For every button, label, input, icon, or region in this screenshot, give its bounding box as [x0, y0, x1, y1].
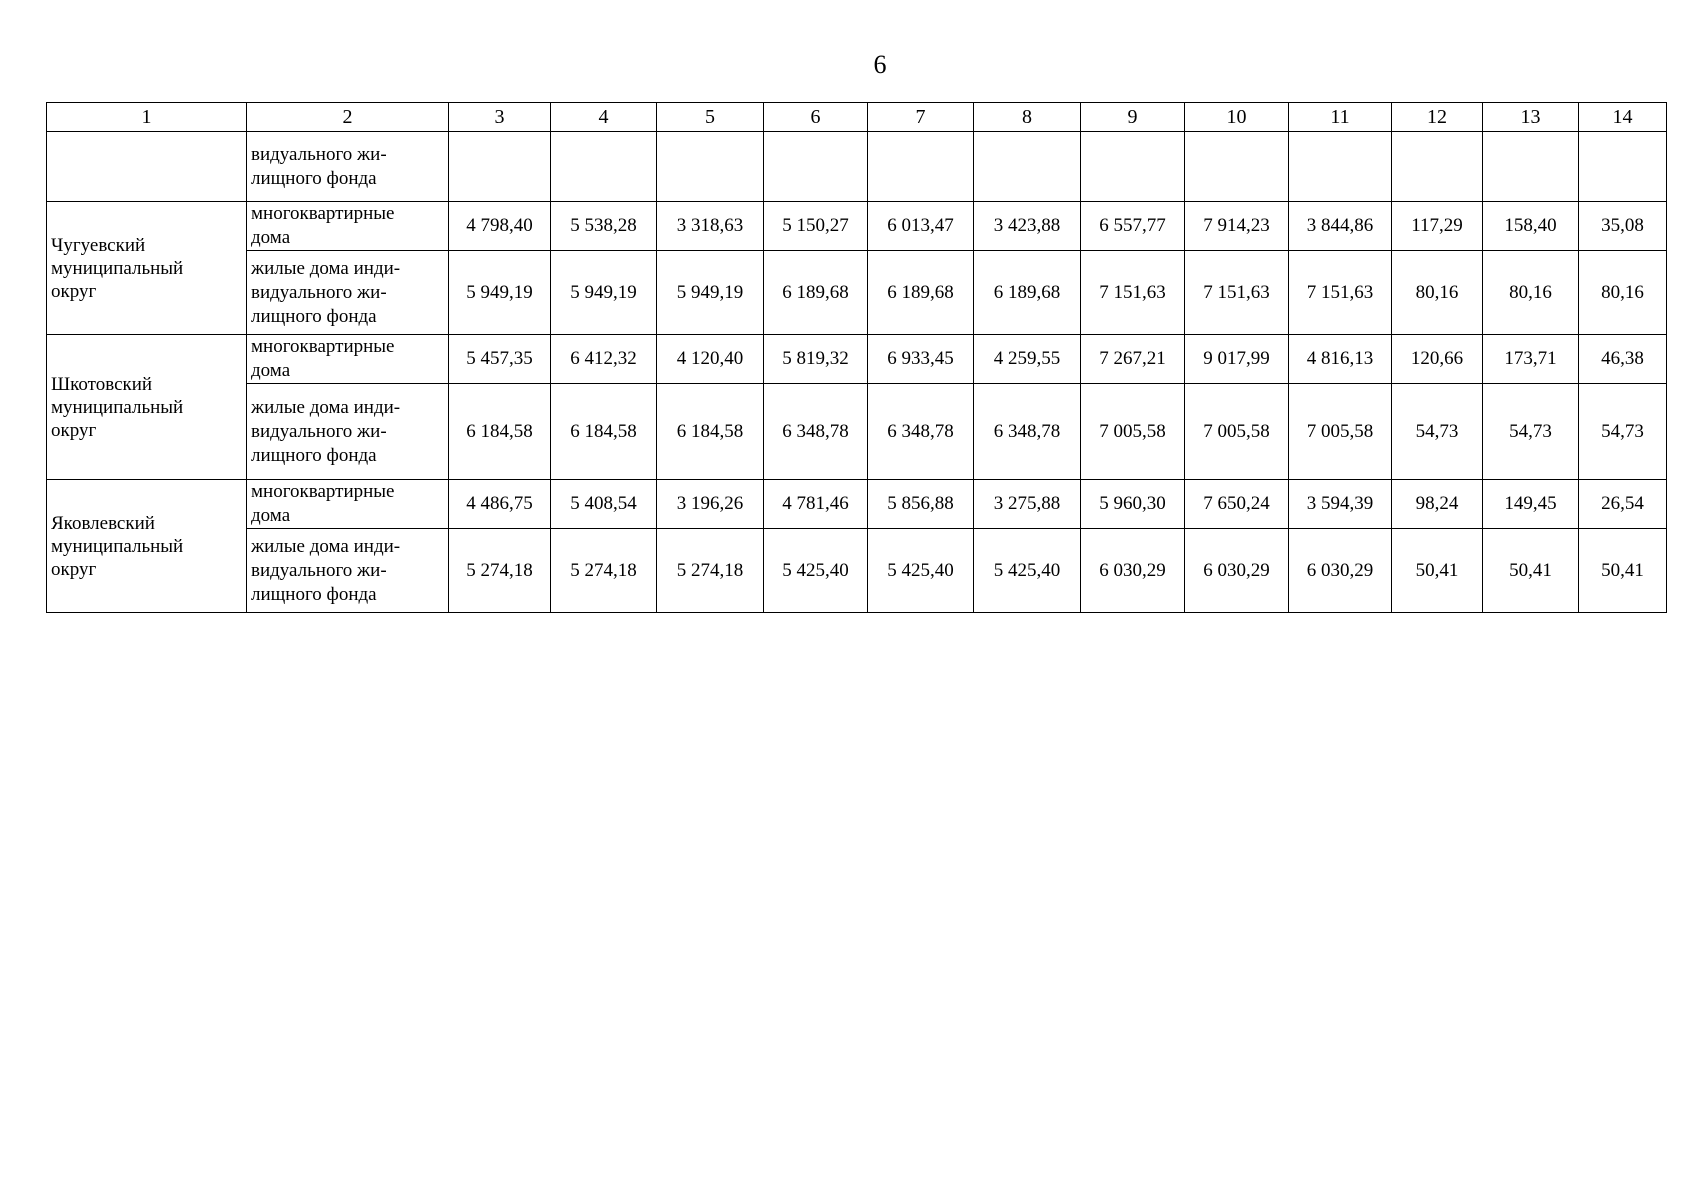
value-cell: [1081, 132, 1185, 202]
value-cell: 5 949,19: [449, 251, 551, 335]
district-name: Чугуевский муниципальный округ: [47, 202, 247, 335]
value-cell: 4 781,46: [764, 480, 868, 529]
value-cell: 6 348,78: [764, 384, 868, 480]
value-cell: [1289, 132, 1392, 202]
value-cell: 80,16: [1392, 251, 1483, 335]
housing-type-cell: жилые дома инди- видуального жи- лищного фонда: [247, 384, 449, 480]
value-cell: 5 150,27: [764, 202, 868, 251]
column-header: 3: [449, 103, 551, 132]
value-cell: 7 914,23: [1185, 202, 1289, 251]
value-cell: 9 017,99: [1185, 335, 1289, 384]
value-cell: 50,41: [1483, 529, 1579, 613]
table-row: [47, 335, 1667, 384]
housing-type-cell: многоквартирные дома: [247, 202, 449, 251]
value-cell: 6 184,58: [551, 384, 657, 480]
column-header: 7: [868, 103, 974, 132]
value-cell: 158,40: [1483, 202, 1579, 251]
value-cell: 46,38: [1579, 335, 1667, 384]
value-cell: 4 486,75: [449, 480, 551, 529]
value-cell: 4 798,40: [449, 202, 551, 251]
value-cell: 6 184,58: [449, 384, 551, 480]
value-cell: 5 425,40: [868, 529, 974, 613]
housing-type-cell: видуального жи- лищного фонда: [247, 132, 449, 202]
value-cell: 54,73: [1579, 384, 1667, 480]
column-number-row: [47, 103, 1667, 132]
table-row: [47, 202, 1667, 251]
value-cell: 6 189,68: [974, 251, 1081, 335]
value-cell: 6 030,29: [1289, 529, 1392, 613]
value-cell: [551, 132, 657, 202]
value-cell: 4 259,55: [974, 335, 1081, 384]
value-cell: 5 949,19: [657, 251, 764, 335]
column-header: 14: [1579, 103, 1667, 132]
column-header: 1: [47, 103, 247, 132]
column-header: 4: [551, 103, 657, 132]
value-cell: 50,41: [1579, 529, 1667, 613]
column-header: 13: [1483, 103, 1579, 132]
column-header: 6: [764, 103, 868, 132]
value-cell: 6 348,78: [868, 384, 974, 480]
page-number: 6: [873, 50, 887, 79]
value-cell: 5 819,32: [764, 335, 868, 384]
value-cell: 4 120,40: [657, 335, 764, 384]
district-cell: [47, 132, 247, 202]
value-cell: 149,45: [1483, 480, 1579, 529]
value-cell: 117,29: [1392, 202, 1483, 251]
housing-type-cell: жилые дома инди- видуального жи- лищного фонда: [247, 529, 449, 613]
value-cell: 5 274,18: [657, 529, 764, 613]
column-header: 11: [1289, 103, 1392, 132]
value-cell: 173,71: [1483, 335, 1579, 384]
value-cell: 3 196,26: [657, 480, 764, 529]
value-cell: [1392, 132, 1483, 202]
value-cell: 6 013,47: [868, 202, 974, 251]
value-cell: 6 557,77: [1081, 202, 1185, 251]
value-cell: 5 960,30: [1081, 480, 1185, 529]
column-header: 2: [247, 103, 449, 132]
value-cell: [449, 132, 551, 202]
value-cell: 7 151,63: [1185, 251, 1289, 335]
value-cell: 5 949,19: [551, 251, 657, 335]
value-cell: 3 318,63: [657, 202, 764, 251]
continuation-row: [47, 132, 1667, 202]
table-row: [47, 251, 1667, 335]
column-header: 8: [974, 103, 1081, 132]
value-cell: 5 856,88: [868, 480, 974, 529]
column-header: 9: [1081, 103, 1185, 132]
tariff-table: [46, 102, 1667, 613]
value-cell: [764, 132, 868, 202]
value-cell: [657, 132, 764, 202]
value-cell: 7 650,24: [1185, 480, 1289, 529]
value-cell: 4 816,13: [1289, 335, 1392, 384]
column-header: 5: [657, 103, 764, 132]
value-cell: 120,66: [1392, 335, 1483, 384]
housing-type-cell: многоквартирные дома: [247, 480, 449, 529]
column-header: 12: [1392, 103, 1483, 132]
value-cell: 7 151,63: [1289, 251, 1392, 335]
column-header: 10: [1185, 103, 1289, 132]
value-cell: 6 933,45: [868, 335, 974, 384]
table-row: [47, 480, 1667, 529]
value-cell: 6 030,29: [1081, 529, 1185, 613]
value-cell: 5 538,28: [551, 202, 657, 251]
value-cell: 26,54: [1579, 480, 1667, 529]
value-cell: 7 151,63: [1081, 251, 1185, 335]
value-cell: 50,41: [1392, 529, 1483, 613]
value-cell: 5 425,40: [974, 529, 1081, 613]
value-cell: 6 412,32: [551, 335, 657, 384]
table-body: [47, 132, 1667, 613]
value-cell: 5 425,40: [764, 529, 868, 613]
value-cell: [974, 132, 1081, 202]
value-cell: [1185, 132, 1289, 202]
value-cell: [1483, 132, 1579, 202]
value-cell: 3 594,39: [1289, 480, 1392, 529]
value-cell: 3 275,88: [974, 480, 1081, 529]
table-row: [47, 384, 1667, 480]
value-cell: [1579, 132, 1667, 202]
value-cell: 6 348,78: [974, 384, 1081, 480]
value-cell: 3 423,88: [974, 202, 1081, 251]
value-cell: 5 274,18: [449, 529, 551, 613]
value-cell: 6 184,58: [657, 384, 764, 480]
district-name: Яковлевский муниципальный округ: [47, 480, 247, 613]
value-cell: 7 267,21: [1081, 335, 1185, 384]
value-cell: 80,16: [1483, 251, 1579, 335]
value-cell: 7 005,58: [1289, 384, 1392, 480]
value-cell: 98,24: [1392, 480, 1483, 529]
value-cell: 6 189,68: [868, 251, 974, 335]
value-cell: 7 005,58: [1081, 384, 1185, 480]
value-cell: 7 005,58: [1185, 384, 1289, 480]
table-row: [47, 529, 1667, 613]
district-name: Шкотовский муниципальный округ: [47, 335, 247, 480]
value-cell: 80,16: [1579, 251, 1667, 335]
housing-type-cell: жилые дома инди- видуального жи- лищного фонда: [247, 251, 449, 335]
value-cell: [868, 132, 974, 202]
value-cell: 6 189,68: [764, 251, 868, 335]
value-cell: 5 408,54: [551, 480, 657, 529]
value-cell: 5 274,18: [551, 529, 657, 613]
value-cell: 6 030,29: [1185, 529, 1289, 613]
value-cell: 54,73: [1392, 384, 1483, 480]
housing-type-cell: многоквартирные дома: [247, 335, 449, 384]
value-cell: 35,08: [1579, 202, 1667, 251]
value-cell: 3 844,86: [1289, 202, 1392, 251]
value-cell: 54,73: [1483, 384, 1579, 480]
value-cell: 5 457,35: [449, 335, 551, 384]
